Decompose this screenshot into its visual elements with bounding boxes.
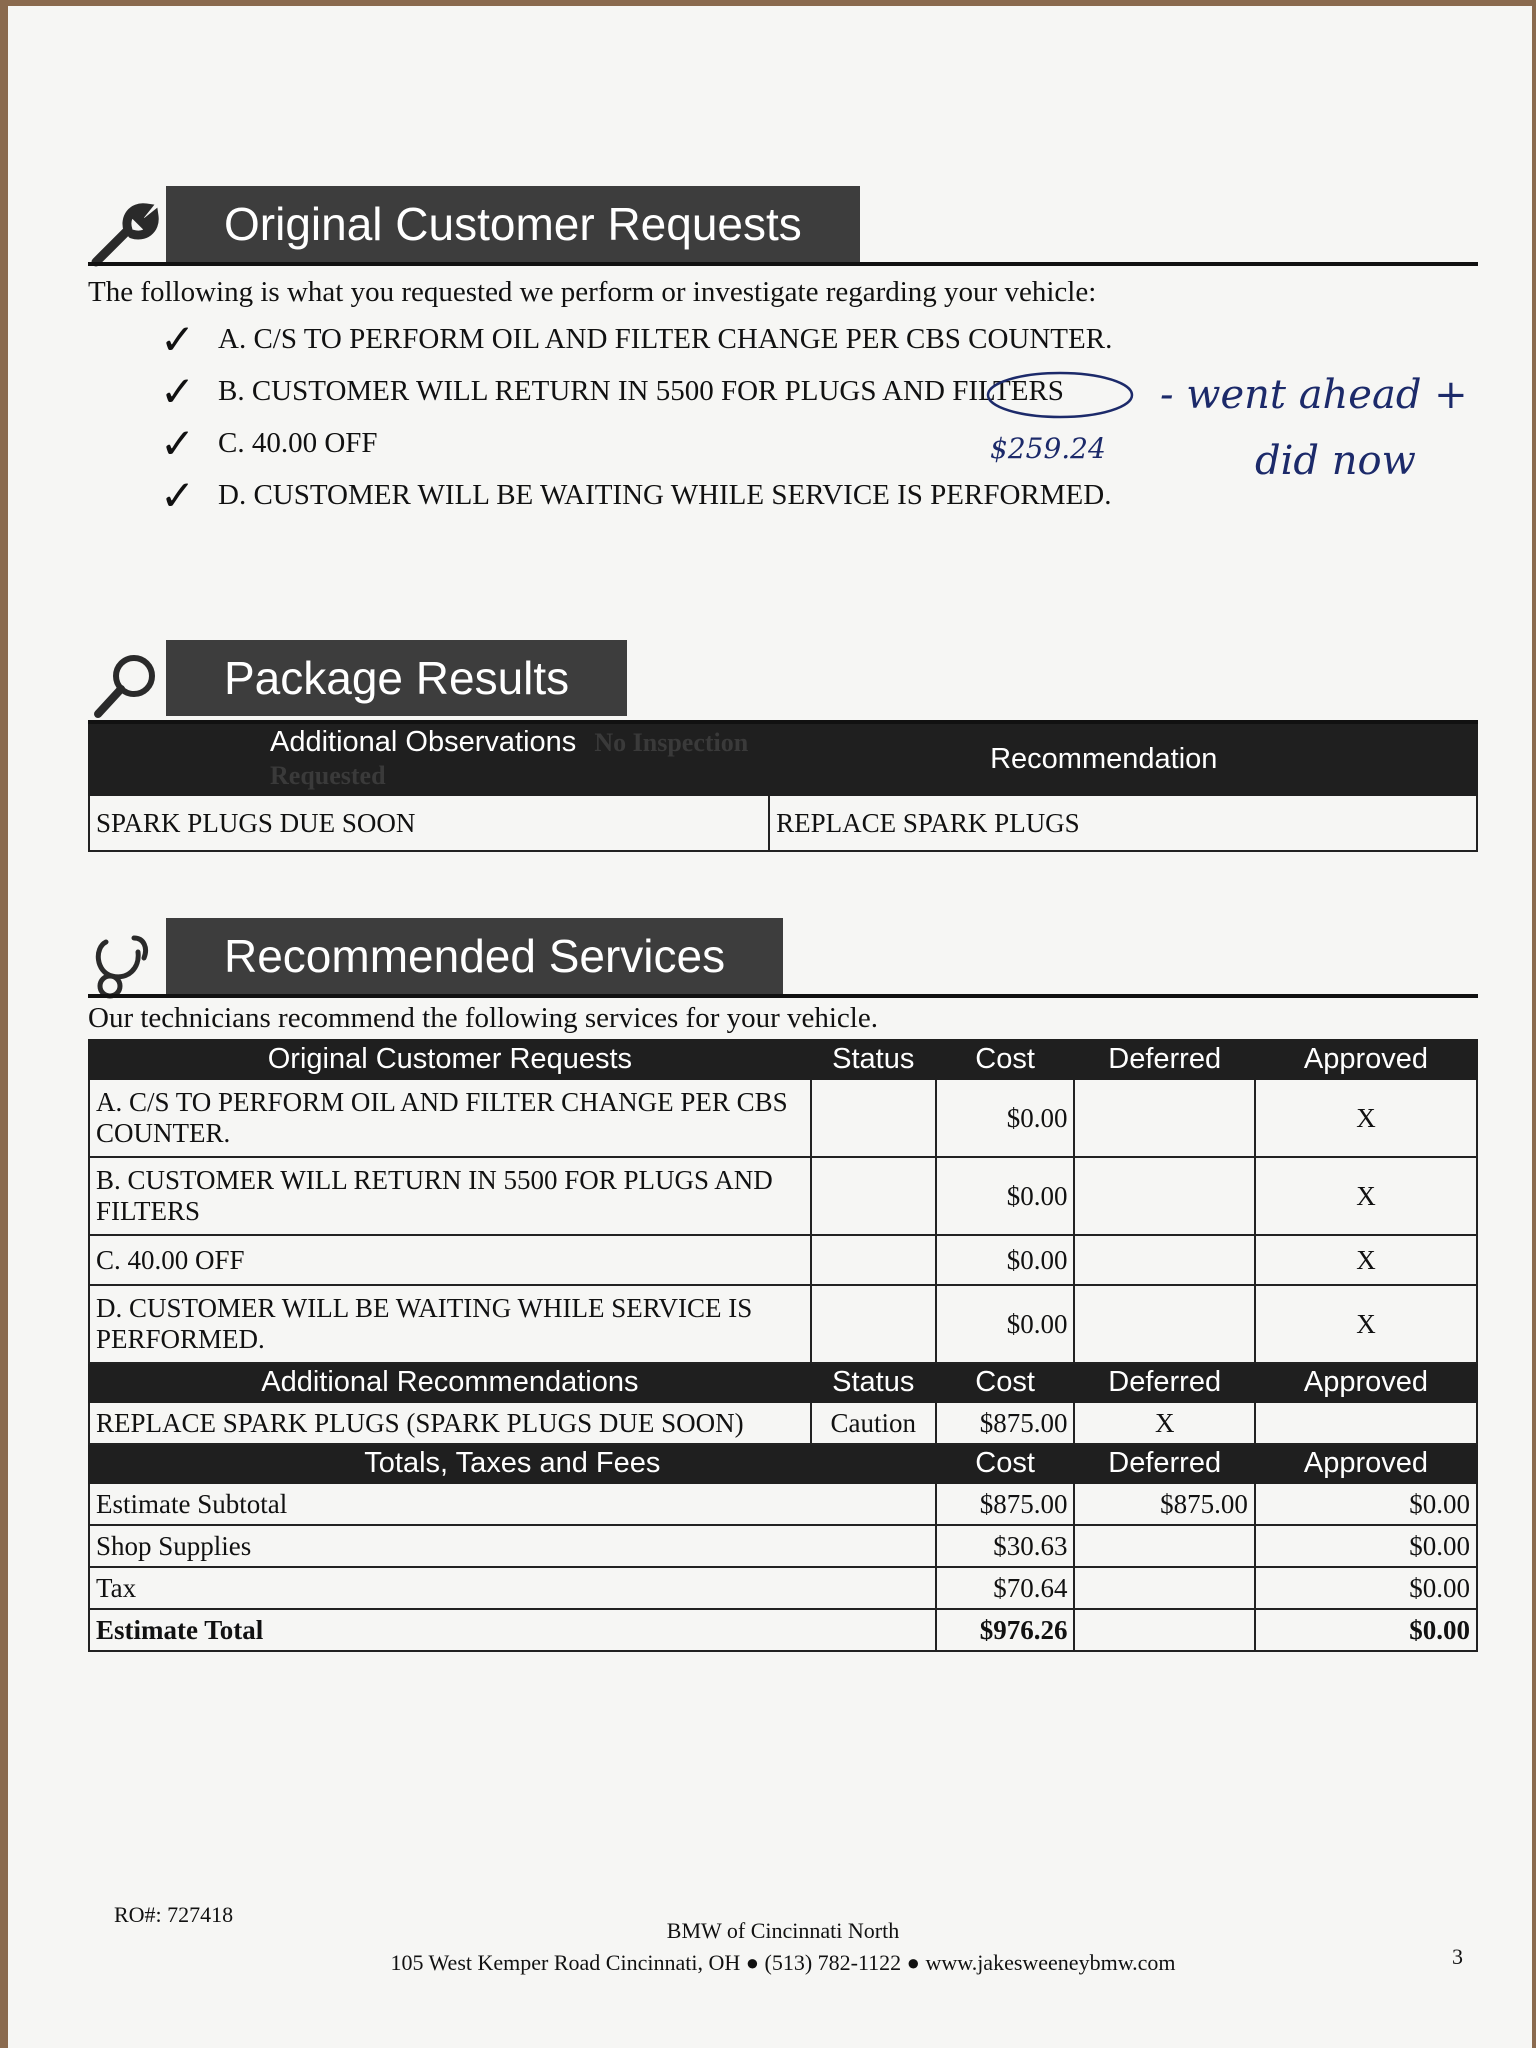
- desc-cell: D. CUSTOMER WILL BE WAITING WHILE SERVICE IS PERFORMED.: [89, 1285, 811, 1363]
- col-header: Cost: [936, 1363, 1075, 1402]
- desc-cell: Tax: [89, 1567, 936, 1609]
- cost-cell: $875.00: [936, 1402, 1075, 1444]
- desc-cell: C. 40.00 OFF: [89, 1235, 811, 1285]
- col-header: Cost: [936, 1040, 1075, 1079]
- wrench-icon: [88, 196, 162, 270]
- approved-cell: $0.00: [1255, 1483, 1477, 1525]
- desc-cell: Estimate Total: [89, 1609, 936, 1651]
- package-results-section: [88, 640, 1478, 852]
- no-inspection-label: No Inspection Requested: [270, 728, 749, 790]
- recommendation-cell: REPLACE SPARK PLUGS: [769, 795, 1477, 851]
- recommended-services-section: [88, 918, 1478, 1652]
- col-header: Status: [811, 1040, 936, 1079]
- stethoscope-icon: [88, 928, 162, 1002]
- deferred-cell: [1074, 1609, 1254, 1651]
- col-header: Deferred: [1074, 1040, 1254, 1079]
- cost-cell: $976.26: [936, 1609, 1075, 1651]
- package-results-table: [88, 720, 1478, 852]
- approved-cell: X: [1255, 1079, 1477, 1157]
- table-row: [89, 1525, 1477, 1567]
- table-row: [89, 1567, 1477, 1609]
- handwritten-amount: $259.24: [990, 432, 1106, 465]
- deferred-cell: [1074, 1525, 1254, 1567]
- recommendation-header: Recommendation: [769, 722, 1477, 795]
- ro-number: RO#: 727418: [114, 1902, 234, 1927]
- status-cell: [811, 1285, 936, 1363]
- cost-cell: $70.64: [936, 1567, 1075, 1609]
- cost-cell: $0.00: [936, 1235, 1075, 1285]
- status-cell: [811, 1079, 936, 1157]
- table-row: [89, 1402, 1477, 1444]
- approved-cell: [1255, 1402, 1477, 1444]
- checkmark-icon: ✓: [160, 367, 196, 416]
- approved-cell: X: [1255, 1157, 1477, 1235]
- checkmark-icon: ✓: [160, 419, 196, 468]
- deferred-cell: [1074, 1567, 1254, 1609]
- request-text: A. C/S TO PERFORM OIL AND FILTER CHANGE PER CBS COUNTER.: [218, 323, 1113, 355]
- col-header: Additional Recommendations: [89, 1363, 811, 1402]
- cost-cell: $0.00: [936, 1079, 1075, 1157]
- col-header: Original Customer Requests: [89, 1040, 811, 1079]
- deferred-cell: [1074, 1079, 1254, 1157]
- deferred-cell: [1074, 1157, 1254, 1235]
- dealer-name: BMW of Cincinnati North: [666, 1918, 900, 1943]
- col-header: Cost: [936, 1444, 1075, 1483]
- cost-cell: $875.00: [936, 1483, 1075, 1525]
- cost-cell: $0.00: [936, 1285, 1075, 1363]
- request-text: C. 40.00 OFF: [218, 427, 378, 459]
- request-text: D. CUSTOMER WILL BE WAITING WHILE SERVICE IS PERFORMED.: [218, 479, 1112, 511]
- observations-header: Additional Observations: [270, 726, 577, 758]
- table-header-row: [89, 1444, 1477, 1483]
- col-header: Approved: [1255, 1444, 1477, 1483]
- table-row: [89, 1157, 1477, 1235]
- col-header: Deferred: [1074, 1444, 1254, 1483]
- approved-cell: $0.00: [1255, 1567, 1477, 1609]
- observation-cell: SPARK PLUGS DUE SOON: [89, 795, 769, 851]
- table-row: [89, 1609, 1477, 1651]
- section-header: [88, 640, 1478, 724]
- request-text: B. CUSTOMER WILL RETURN IN 5500 FOR PLUGS AND FILTERS: [218, 375, 1064, 407]
- desc-cell: A. C/S TO PERFORM OIL AND FILTER CHANGE PER CBS COUNTER.: [89, 1079, 811, 1157]
- desc-cell: Estimate Subtotal: [89, 1483, 936, 1525]
- section-title: Package Results: [166, 640, 627, 716]
- cost-cell: $30.63: [936, 1525, 1075, 1567]
- handwritten-note-line2: did now: [1255, 438, 1416, 484]
- handwritten-note-line1: - went ahead +: [1160, 372, 1468, 418]
- table-row: [89, 1285, 1477, 1363]
- section-rule: [88, 994, 1478, 998]
- table-header-row: [89, 1363, 1477, 1402]
- services-table: [88, 1039, 1478, 1652]
- deferred-cell: [1074, 1285, 1254, 1363]
- table-header-row: [89, 722, 1477, 795]
- status-cell: [811, 1235, 936, 1285]
- dealer-address: 105 West Kemper Road Cincinnati, OH ● (513) 782-1122 ● www.jakesweeneybmw.com: [390, 1950, 1176, 1975]
- col-header: Status: [811, 1363, 936, 1402]
- cost-cell: $0.00: [936, 1157, 1075, 1235]
- table-header-row: [89, 1040, 1477, 1079]
- checkmark-icon: ✓: [160, 315, 196, 364]
- status-cell: [811, 1157, 936, 1235]
- col-header: Approved: [1255, 1363, 1477, 1402]
- desc-cell: REPLACE SPARK PLUGS (SPARK PLUGS DUE SOON): [89, 1402, 811, 1444]
- deferred-cell: $875.00: [1074, 1483, 1254, 1525]
- table-row: [89, 795, 1477, 851]
- section-title: Recommended Services: [166, 918, 783, 994]
- section-header: [88, 918, 1478, 1002]
- table-row: [89, 1079, 1477, 1157]
- col-header: Deferred: [1074, 1363, 1254, 1402]
- status-cell: Caution: [811, 1402, 936, 1444]
- desc-cell: B. CUSTOMER WILL RETURN IN 5500 FOR PLUGS AND FILTERS: [89, 1157, 811, 1235]
- approved-cell: X: [1255, 1235, 1477, 1285]
- page-number: 3: [1452, 1944, 1463, 1969]
- handwritten-circle: [985, 370, 1135, 420]
- section-header: [88, 186, 1478, 270]
- approved-cell: X: [1255, 1285, 1477, 1363]
- col-header: Approved: [1255, 1040, 1477, 1079]
- col-header: Totals, Taxes and Fees: [89, 1444, 936, 1483]
- approved-cell: $0.00: [1255, 1525, 1477, 1567]
- magnifier-icon: [88, 650, 162, 724]
- table-row: [89, 1235, 1477, 1285]
- desc-cell: Shop Supplies: [89, 1525, 936, 1567]
- approved-cell: $0.00: [1255, 1609, 1477, 1651]
- section-rule: [88, 262, 1478, 266]
- section-title: Original Customer Requests: [166, 186, 860, 262]
- checkmark-icon: ✓: [160, 471, 196, 520]
- list-item: [148, 313, 1478, 365]
- table-row: [89, 1483, 1477, 1525]
- deferred-cell: X: [1074, 1402, 1254, 1444]
- section-intro: The following is what you requested we perform or investigate regarding your vehicle:: [88, 276, 1097, 308]
- section-intro: Our technicians recommend the following services for your vehicle.: [88, 1002, 878, 1034]
- deferred-cell: [1074, 1235, 1254, 1285]
